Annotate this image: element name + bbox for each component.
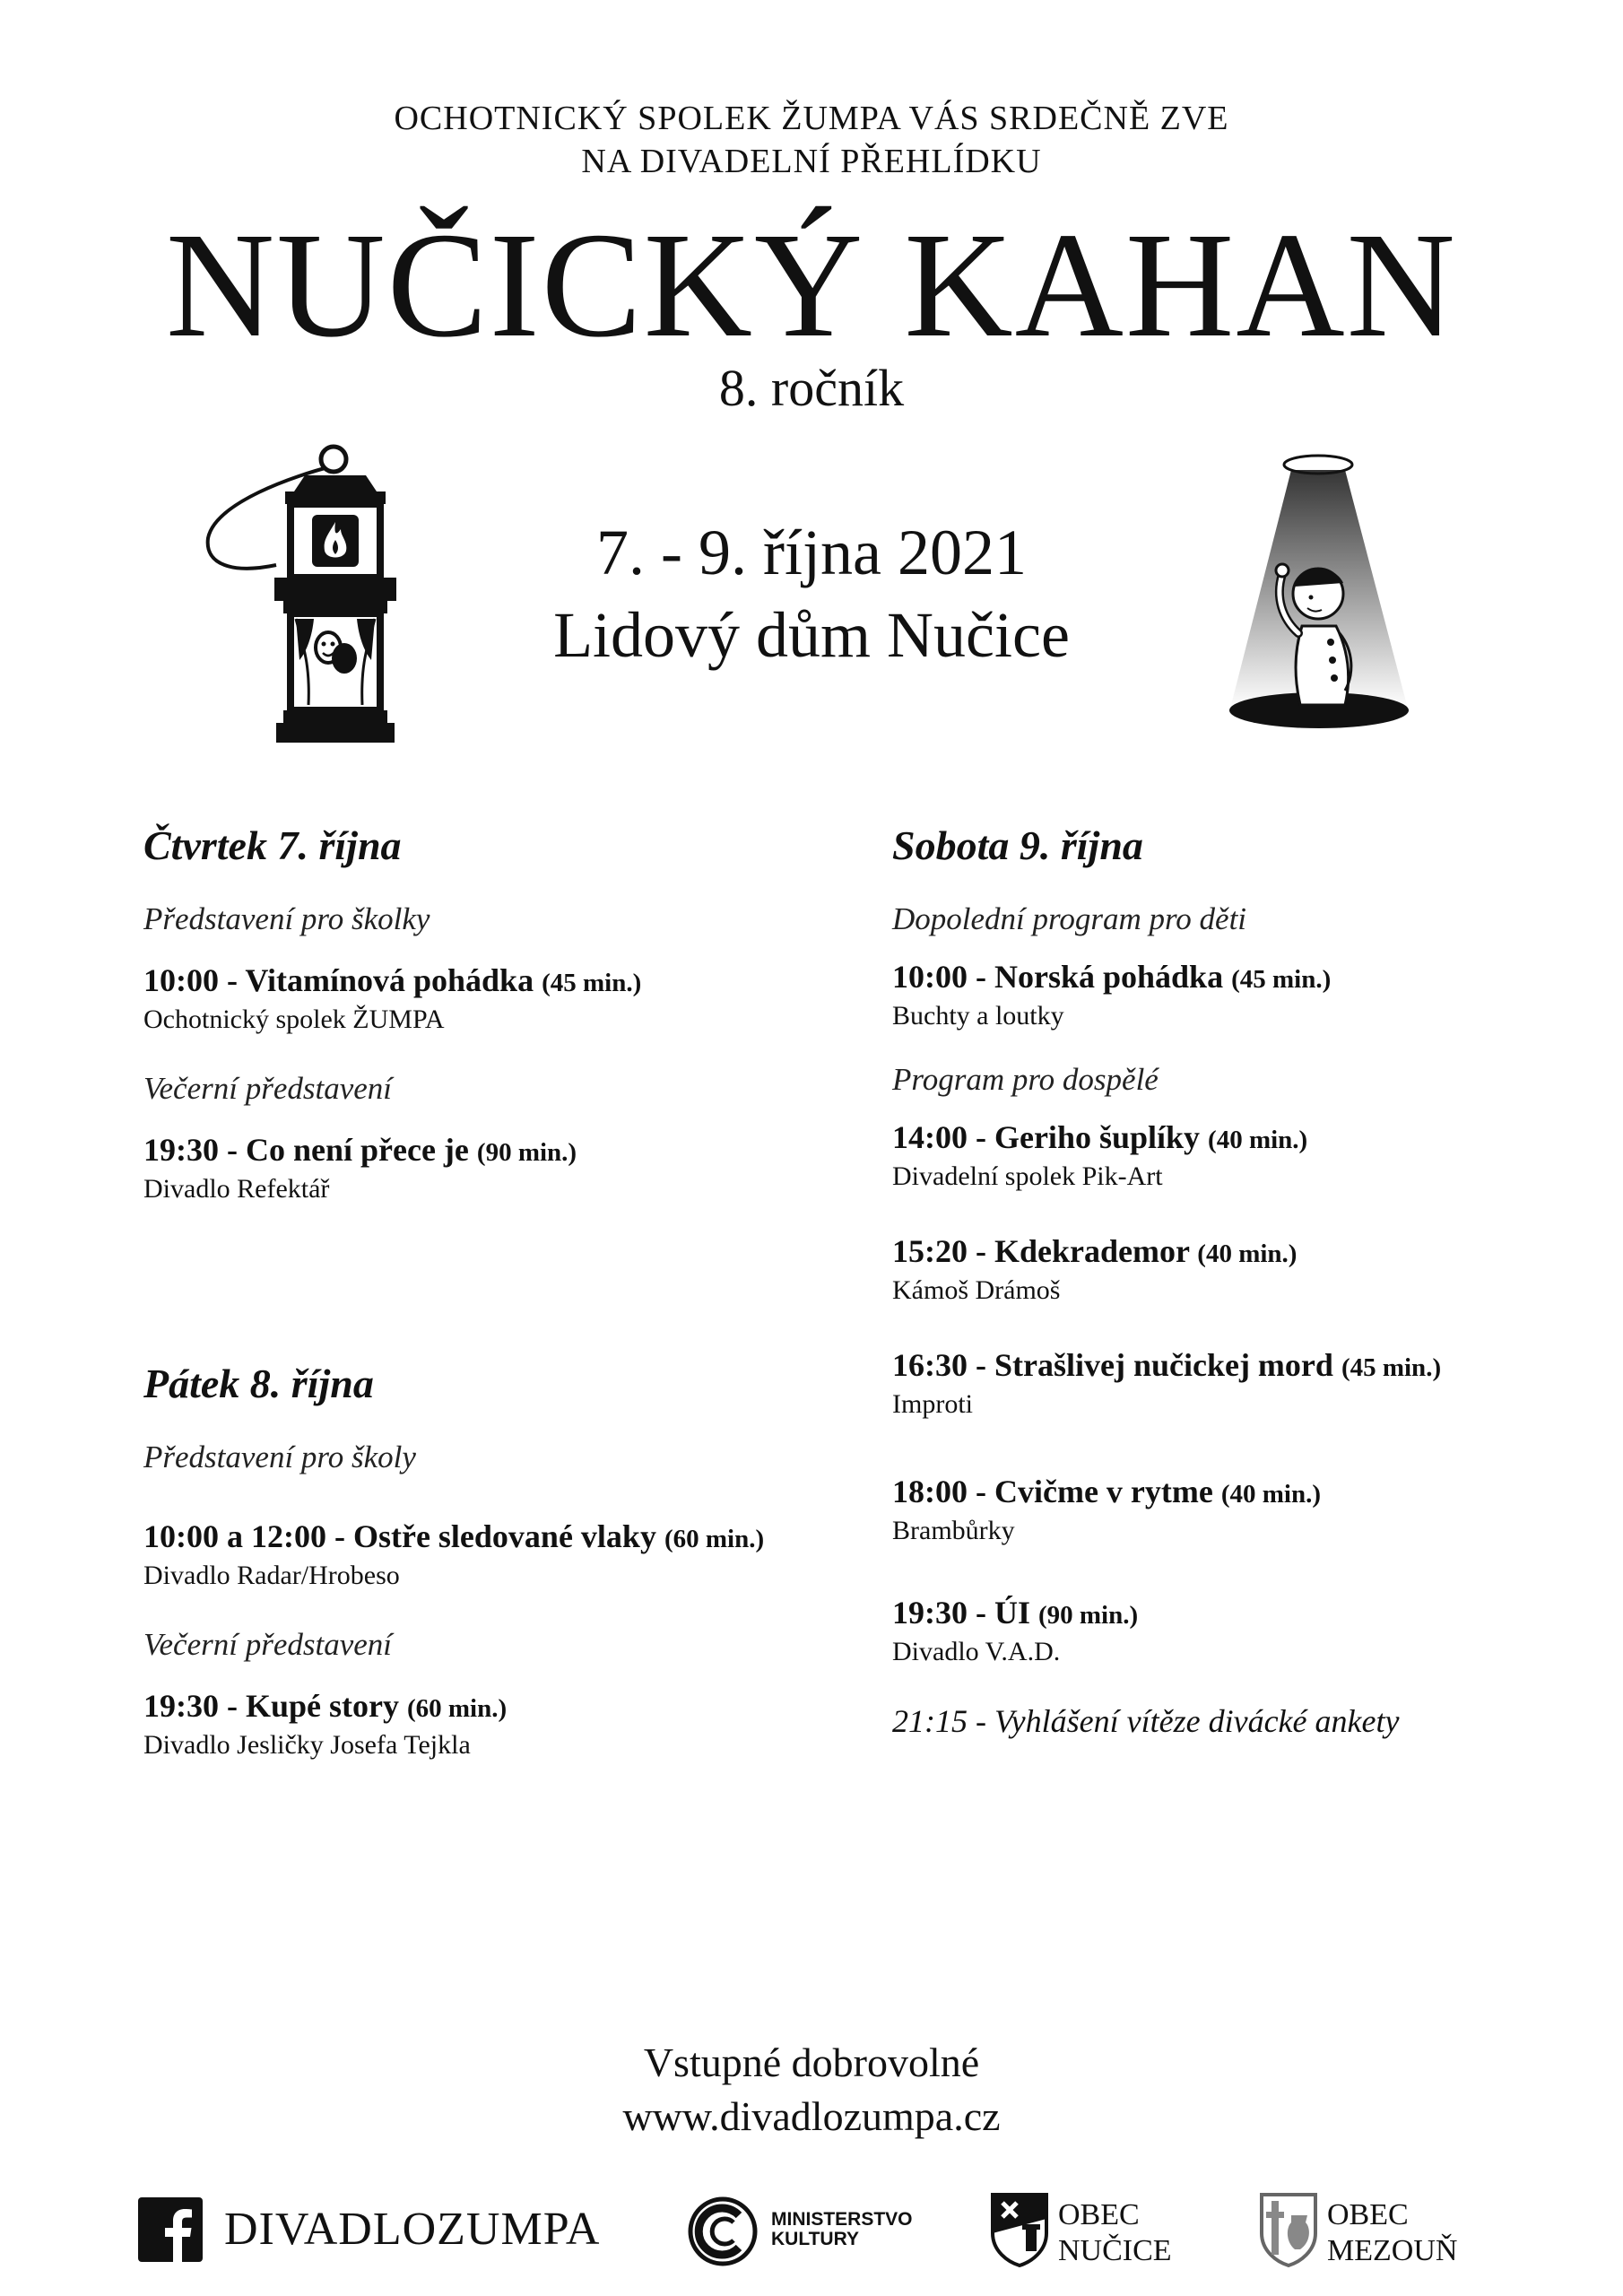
ministry-line-1: MINISTERSTVO [771,2209,913,2230]
show-duration: (45 min.) [1341,1353,1442,1382]
footer-logos [0,2188,1623,2278]
section-label: Večerní představení [143,1627,392,1662]
invitation-line-1: OCHOTNICKÝ SPOLEK ŽUMPA VÁS SRDEČNĚ ZVE [394,100,1229,137]
section-label: Představení pro školy [143,1439,416,1474]
festival-title: NUČICKÝ KAHAN [166,202,1457,369]
admission-note: Vstupné dobrovolné [643,2039,980,2085]
show-duration: (90 min.) [1037,1601,1139,1630]
section-label: Večerní představení [143,1071,392,1106]
invitation-line-2: NA DIVADELNÍ PŘEHLÍDKU [581,143,1042,180]
show-company: Improti [892,1389,973,1419]
show-title: 10:00 - Norská pohádka (45 min.) [892,959,1332,995]
show-company: Kámoš Drámoš [892,1275,1061,1305]
show-title: 10:00 - Vitamínová pohádka (45 min.) [143,962,642,998]
ministry-logo-text [771,2210,913,2249]
show-title: 18:00 - Cvičme v rytme (40 min.) [892,1474,1322,1509]
show-company: Brambůrky [892,1516,1015,1545]
show-company: Divadlo Refektář [143,1174,330,1204]
ministry-line-2: KULTURY [771,2229,859,2249]
mezoun-logo-text [1327,2197,1457,2269]
nucice-coat-of-arms-icon [990,2192,1049,2267]
nucice-line-1: OBEC [1058,2198,1140,2231]
facebook-icon[interactable] [138,2197,203,2262]
mezoun-line-2: MEZOUŇ [1327,2234,1458,2267]
edition-label: 8. ročník [718,359,905,417]
day-heading-friday: Pátek 8. října [143,1361,374,1406]
show-title: 14:00 - Geriho šuplíky (40 min.) [892,1119,1308,1155]
day-heading-thursday: Čtvrtek 7. října [143,822,402,868]
footer-info [0,2036,1623,2144]
friday-block [143,1359,879,1762]
thursday-block [143,821,879,1206]
show-duration: (45 min.) [1231,965,1332,994]
invitation-text [0,97,1623,183]
show-title: 16:30 - Strašlivej nučickej mord (45 min.) [892,1347,1442,1383]
show-title: 10:00 a 12:00 - Ostře sledované vlaky (60 min.) [143,1518,765,1554]
show-duration: (60 min.) [664,1525,765,1553]
section-label: Program pro dospělé [892,1062,1159,1097]
website-link[interactable]: www.divadlozumpa.cz [622,2093,1001,2139]
show-title: 19:30 - ÚI (90 min.) [892,1595,1139,1631]
ministry-of-culture-logo [687,2196,759,2267]
mezoun-line-1: OBEC [1327,2198,1409,2231]
section-label: Představení pro školky [143,901,430,936]
nucice-line-2: NUČICE [1058,2234,1172,2267]
show-duration: (40 min.) [1197,1239,1298,1268]
show-company: Buchty a loutky [892,1001,1064,1031]
festival-venue: Lidový dům Nučice [553,599,1070,671]
nucice-logo-text [1058,2197,1172,2269]
show-title: 19:30 - Kupé story (60 min.) [143,1688,508,1724]
show-title: 15:20 - Kdekrademor (40 min.) [892,1233,1298,1269]
winner-announcement: 21:15 - Vyhlášení vítěze divácké ankety [892,1703,1400,1739]
program-left-column [143,821,879,1760]
day-heading-saturday: Sobota 9. října [892,822,1143,868]
show-company: Divadlo Jesličky Josefa Tejkla [143,1730,471,1760]
spotlight-pierrot-icon [1219,439,1417,744]
mezoun-coat-of-arms-icon [1259,2192,1318,2267]
show-company: Divadlo V.A.D. [892,1637,1061,1666]
show-company: Divadelní spolek Pik-Art [892,1161,1163,1191]
show-company: Ochotnický spolek ŽUMPA [143,1004,445,1034]
festival-dates: 7. - 9. října 2021 [596,517,1027,588]
show-duration: (40 min.) [1208,1126,1308,1154]
show-duration: (40 min.) [1220,1480,1322,1509]
show-duration: (90 min.) [476,1138,577,1167]
show-duration: (60 min.) [406,1694,508,1723]
facebook-page-name[interactable]: DIVADLOZUMPA [224,2204,601,2255]
show-duration: (45 min.) [542,969,642,997]
section-label: Dopolední program pro děti [892,901,1247,936]
show-company: Divadlo Radar/Hrobeso [143,1561,400,1590]
lantern-icon [197,439,412,744]
program-right-column [892,821,1623,1741]
show-title: 19:30 - Co není přece je (90 min.) [143,1132,577,1168]
